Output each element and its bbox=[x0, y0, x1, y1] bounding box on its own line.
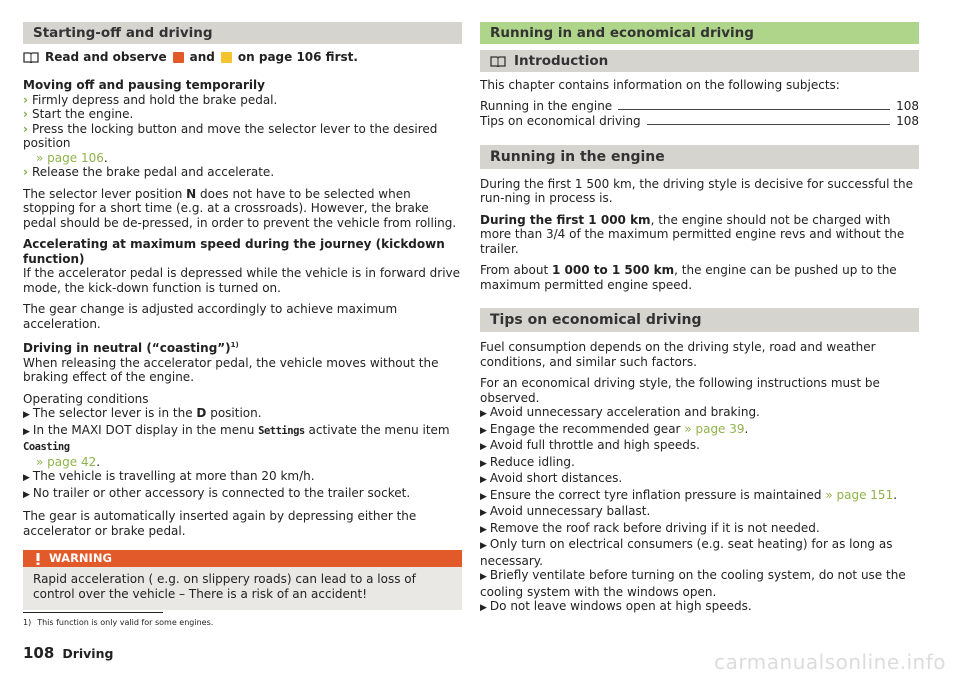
tip-9: ▶ Only turn on electrical consumers (e.g. seat heating) for as long as necessary. bbox=[480, 537, 893, 568]
warning-box bbox=[23, 550, 462, 610]
page-151-link[interactable]: » page 151 bbox=[825, 487, 894, 502]
tip-3: ▶ Avoid full throttle and high speeds. bbox=[480, 438, 700, 452]
tip-8: ▶ Remove the roof rack before driving if it is not needed. bbox=[480, 520, 820, 535]
page-footer bbox=[23, 644, 113, 662]
tip-6: ▶ Ensure the correct tyre inflation pressure is maintained » page 151. bbox=[480, 487, 898, 502]
page-number: 108 bbox=[23, 644, 55, 662]
watermark: carmanualsonline.info bbox=[714, 650, 946, 674]
footnote-text: This function is only valid for some engines. bbox=[37, 618, 214, 627]
tip-5: ▶ Avoid short distances. bbox=[480, 471, 623, 485]
tip-7: ▶ Avoid unnecessary ballast. bbox=[480, 504, 651, 518]
toc-item-tips[interactable]: Tips on economical driving 108 bbox=[480, 113, 919, 128]
gear-auto-text: The gear is automatically inserted again by depressing either the accelerator or brake pedal. bbox=[23, 509, 417, 538]
read-suffix: on page 106 first. bbox=[237, 50, 358, 64]
book-icon bbox=[490, 55, 506, 67]
condition-4: ▶ No trailer or other accessory is connected to the trailer socket. bbox=[23, 485, 411, 500]
running-p2: During the first 1 000 km, the engine should not be charged with more than 3/4 of the maximum permitted engine revs and without the trailer. bbox=[480, 212, 905, 256]
read-prefix: Read and observe bbox=[45, 50, 167, 64]
condition-3: ▶ The vehicle is travelling at more than 20 km/h. bbox=[23, 469, 315, 483]
read-observe-line bbox=[23, 50, 462, 64]
step-3: › Press the locking button and move the selector lever to the desired position » page 106. bbox=[23, 121, 438, 165]
warning-text: Rapid acceleration ( e.g. on slippery roads) can lead to a loss of control over the vehicle – There is a risk of an accident! bbox=[33, 572, 416, 601]
running-in-heading: Running in the engine bbox=[480, 145, 919, 169]
tips-p2: For an economical driving style, the following instructions must be observed. bbox=[480, 376, 880, 405]
toc-item-running-in[interactable]: Running in the engine 108 bbox=[480, 98, 919, 113]
page-106-link[interactable]: » page 106 bbox=[36, 150, 104, 165]
step-2: › Start the engine. bbox=[23, 107, 134, 121]
gear-change-text: The gear change is adjusted accordingly to achieve maximum acceleration. bbox=[23, 302, 398, 331]
warning-header bbox=[23, 550, 462, 567]
kickdown-text: If the accelerator pedal is depressed while the vehicle is in forward drive mode, the kick-down function is turned on. bbox=[23, 266, 461, 295]
book-icon bbox=[23, 51, 39, 63]
step-4: › Release the brake pedal and accelerate. bbox=[23, 165, 275, 179]
footnote bbox=[23, 618, 213, 627]
tip-10: ▶ Briefly ventilate before turning on the cooling system, do not use the cooling system with the windows open. bbox=[480, 568, 906, 599]
warning-title: WARNING bbox=[49, 551, 112, 565]
footnote-ref: 1) bbox=[230, 341, 239, 349]
running-p1: During the first 1 500 km, the driving style is decisive for successful the run-ning in process is. bbox=[480, 176, 913, 205]
section-title-starting-off: Starting-off and driving bbox=[23, 22, 462, 44]
introduction-title: Introduction bbox=[514, 53, 609, 69]
caution-square-icon bbox=[221, 52, 232, 63]
footnote-mark: 1) bbox=[23, 618, 32, 627]
read-and: and bbox=[189, 50, 215, 64]
tip-2: ▶ Engage the recommended gear » page 39. bbox=[480, 421, 749, 436]
condition-1: ▶ The selector lever is in the D position. bbox=[23, 406, 262, 420]
tip-1: ▶ Avoid unnecessary acceleration and braking. bbox=[480, 405, 760, 419]
intro-text: This chapter contains information on the following subjects: bbox=[480, 78, 840, 92]
step-1: › Firmly depress and hold the brake pedal. bbox=[23, 92, 278, 107]
kickdown-heading: Accelerating at maximum speed during the journey (kickdown function) bbox=[23, 237, 445, 266]
tip-11: ▶ Do not leave windows open at high speeds. bbox=[480, 599, 752, 613]
tip-4: ▶ Reduce idling. bbox=[480, 454, 575, 469]
footnote-divider bbox=[23, 612, 163, 613]
tips-heading: Tips on economical driving bbox=[480, 308, 919, 332]
warning-square-icon bbox=[173, 52, 184, 63]
condition-2: ▶ In the MAXI DOT display in the menu Settings activate the menu item Coasting » page 42. bbox=[23, 422, 450, 469]
selector-paragraph: The selector lever position N does not have to be selected when stopping for a short time (e.g. at a crossroads). However, the brake pedal should be de-pressed, in order to prevent the vehicle from rolling. bbox=[23, 186, 457, 230]
tips-p1: Fuel consumption depends on the driving style, road and weather conditions, and similar such factors. bbox=[480, 340, 876, 369]
left-column bbox=[23, 22, 462, 610]
neutral-heading: Driving in neutral (“coasting”)$^{1)}$ bbox=[23, 341, 239, 355]
operating-conditions: Operating conditions bbox=[23, 391, 149, 406]
chapter-name: Driving bbox=[62, 646, 114, 661]
page-39-link[interactable]: » page 39 bbox=[684, 421, 745, 436]
neutral-text: When releasing the accelerator pedal, the vehicle moves without the braking effect of the engine. bbox=[23, 355, 439, 384]
introduction-bar bbox=[480, 50, 919, 72]
exclamation-icon bbox=[33, 553, 43, 565]
section-title-running-in: Running in and economical driving bbox=[480, 22, 919, 44]
page-42-link[interactable]: » page 42 bbox=[36, 454, 97, 469]
running-p3: From about 1 000 to 1 500 km, the engine can be pushed up to the maximum permitted engine speed. bbox=[480, 263, 897, 292]
right-column bbox=[480, 22, 919, 616]
moving-off-heading: Moving off and pausing temporarily bbox=[23, 78, 265, 92]
